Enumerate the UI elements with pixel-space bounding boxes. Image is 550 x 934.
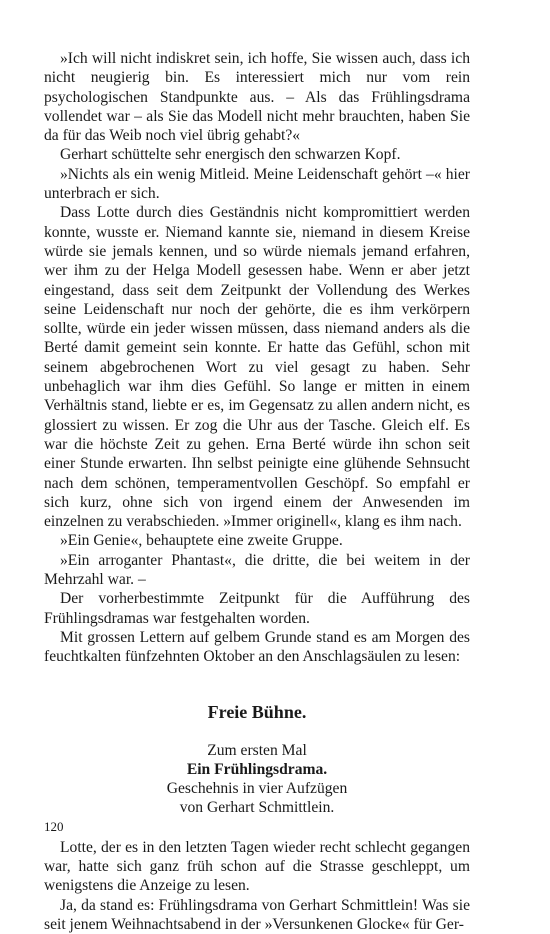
paragraph: Lotte, der es in den letzten Tagen wieder recht schlecht gegangen war, hatte sich ganz früh schon auf die Strasse geschleppt, um wenigstens die Anzeige zu lesen. (44, 838, 470, 895)
paragraph: »Ein arroganter Phantast«, die dritte, die bei weitem in der Mehrzahl war. – (44, 551, 470, 589)
paragraph: Gerhart schüttelte sehr energisch den schwarzen Kopf. (60, 146, 401, 164)
poster-play-title: Ein Frühlingsdrama. (186, 760, 328, 778)
paragraph: Ja, da stand es: Frühlingsdrama von Gerhart Schmittlein! Was sie seit jenem Weihnachtsabend in der »Versunkenen Glocke« für Ger- (44, 896, 470, 933)
poster-line: Geschehnis in vier Aufzügen (166, 780, 348, 798)
paragraph: »Ein Genie«, behauptete eine zweite Gruppe. (60, 532, 343, 550)
poster-announcement (44, 701, 470, 818)
text-after-poster (44, 838, 470, 934)
paragraph: Der vorherbestimmte Zeitpunkt für die Aufführung des Frühlingsdramas war festgehalten worden. (44, 590, 470, 627)
paragraph: »Nichts als ein wenig Mitleid. Meine Leidenschaft gehört –« hier unterbrach er sich. (44, 165, 470, 203)
poster-author-line: von Gerhart Schmittlein. (179, 799, 335, 817)
paragraph: Dass Lotte durch dies Geständnis nicht kompromittiert werden konnte, wusste er. Niemand kannte sie, niemand in diesem Kreise würde sie jemals kennen, und so würde niemals jemand erfahren, wer ihm zu der Helga Modell gesessen habe. Wenn er aber jetzt eingestand, dass seit dem Zeitpunkt der Vollendung des Werkes seine Leidenschaft nur noch der gehörte, die es ihm verkörpern sollte, würde ein jeder wissen müssen, dass niemand anders als die Berté damit gemeint sein konnte. Er hatte das Gefühl, schon mit seinem abgebrochenen Wort zu viel gesagt zu haben. Sehr unbehaglich war ihm dies Gefühl. So lange er mitten in einem Verhältnis stand, liebte er es, im Gegensatz zu allen andern nicht, es glossiert zu wissen. Er zog die Uhr aus der Tasche. Gleich elf. Es war die höchste Zeit zu gehen. Erna Berté würde ihn schon seit einer Stunde erwarten. Ihn selbst peinigte eine glühende Sehnsucht nach dem schönen, temperamentvollen Geschöpf. So empfahl er sich kurz, ohne sich von irgend einem der Anwesenden im einzelnen zu verabschieden. »Immer originell«, klang es ihm nach. (44, 204, 470, 531)
poster-line: Zum ersten Mal (207, 741, 307, 759)
poster-title: Freie Bühne. (207, 701, 307, 722)
paragraph: »Ich will nicht indiskret sein, ich hoffe, Sie wissen auch, dass ich nicht neugierig bin. Es interessiert mich nur vom rein psychologischen Standpunkte aus. – Als das Frühlingsdrama vollendet war – als Sie das Modell nicht mehr brauchten, haben Sie da für das Weib noch viel übrig gehabt?« (44, 50, 470, 145)
paragraph: Mit grossen Lettern auf gelbem Grunde stand es am Morgen des feuchtkalten fünfzehnten Oktober an den Anschlagsäulen zu lesen: (44, 628, 470, 666)
body-text (44, 49, 470, 934)
page-number: 120 (44, 819, 64, 834)
